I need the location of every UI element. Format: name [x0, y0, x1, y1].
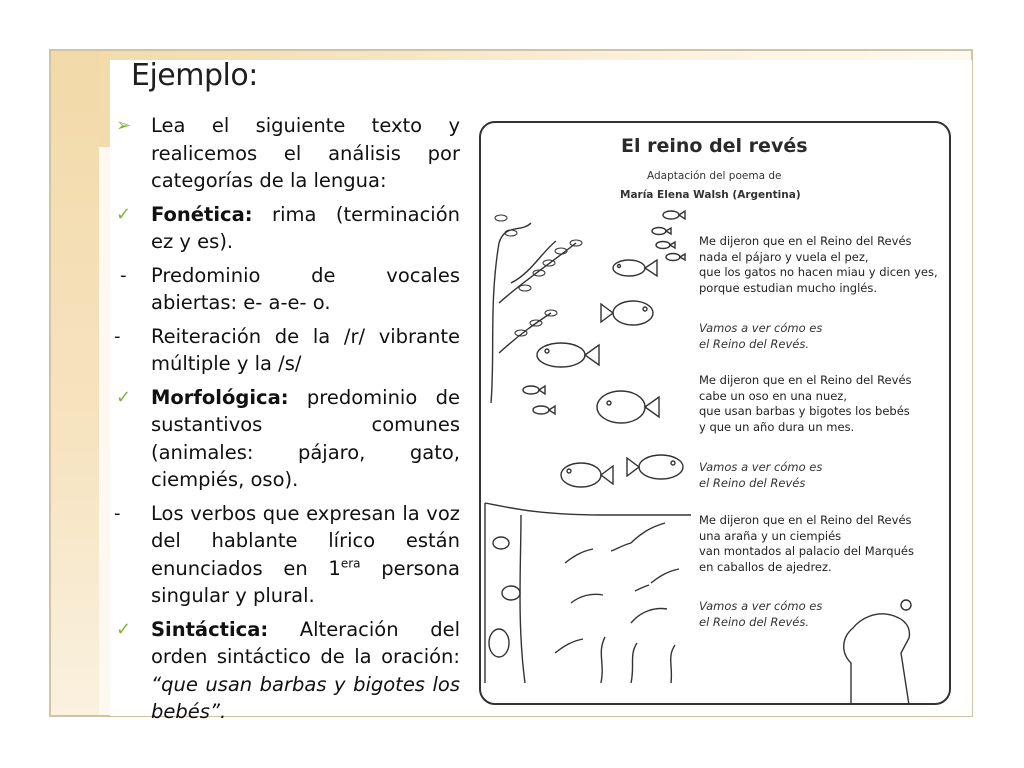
- check-icon: ✓: [116, 386, 132, 408]
- category-label: Morfológica:: [151, 385, 289, 409]
- bullet-text: Reiteración de la /r/ vibrante múltiple y la /s/: [151, 324, 460, 375]
- bullet-item-vocales: [112, 262, 460, 317]
- bullet-item-sintactica: [112, 616, 460, 726]
- slide-title: Ejemplo:: [131, 58, 258, 93]
- poem-line: el Reino del Revés.: [699, 336, 809, 351]
- bullet-item-verbos: [112, 500, 460, 610]
- poem-title: El reino del revés: [621, 135, 808, 157]
- seaweed-branch: [491, 223, 531, 403]
- category-label: Sintáctica:: [151, 617, 269, 641]
- poem-chorus-2: [699, 460, 949, 491]
- bullet-text: Predominio de vocales abiertas: e- a-e- o.: [151, 263, 460, 314]
- bullet-item-reiteracion: [112, 323, 460, 378]
- poem-line: porque estudian mucho inglés.: [699, 280, 878, 295]
- arrow-bullet-icon: ➢: [116, 115, 132, 136]
- poem-chorus-3: [699, 599, 949, 630]
- poem-line: nada el pájaro y vuela el pez,: [699, 249, 869, 264]
- bullet-text: predominio de sustantivos comunes (animales: pájaro, gato, ciempiés, oso).: [151, 385, 460, 491]
- poem-line: Me dijeron que en el Reino del Revés: [699, 373, 912, 387]
- dash-marker: -: [114, 325, 121, 347]
- poem-line: en caballos de ajedrez.: [699, 559, 832, 574]
- bullet-item-fonetica: [112, 201, 460, 256]
- bullet-text-cont: persona singular y plural.: [151, 556, 460, 607]
- poem-line: Me dijeron que en el Reino del Revés: [699, 513, 912, 527]
- poem-card: [479, 121, 951, 705]
- poem-stanza-2: [699, 373, 949, 435]
- poem-line: van montados al palacio del Marqués: [699, 544, 914, 558]
- category-label: Fonética:: [151, 202, 253, 226]
- poem-line: Vamos a ver cómo es: [699, 460, 823, 474]
- bullet-item-intro: [112, 112, 460, 195]
- poem-stanza-3: [699, 513, 949, 575]
- poem-author: María Elena Walsh (Argentina): [620, 189, 801, 201]
- poem-line: cabe un oso en una nuez,: [699, 388, 847, 403]
- dash-marker: -: [120, 264, 127, 286]
- poem-line: que usan barbas y bigotes los bebés: [699, 404, 910, 418]
- poem-line: Vamos a ver cómo es: [699, 321, 823, 335]
- poem-line: el Reino del Revés: [699, 475, 806, 490]
- bullet-list: [112, 112, 460, 732]
- left-band: [51, 51, 99, 715]
- poem-subtitle: Adaptación del poema de: [647, 170, 782, 182]
- check-icon: ✓: [116, 203, 132, 225]
- poem-chorus-1: [699, 321, 949, 352]
- fish-1: [663, 211, 685, 219]
- dash-marker: -: [114, 502, 121, 524]
- bullet-text: Alteración del orden sintáctico de la oración:: [151, 617, 460, 668]
- poem-line: una araña y un ciempiés: [699, 528, 842, 543]
- bullet-text: rima (terminación ez y es).: [151, 202, 460, 253]
- bullet-text: Los verbos que expresan la voz del hablante lírico están enunciados en 1: [151, 501, 460, 580]
- poem-line: que los gatos no hacen miau y dicen yes,: [699, 265, 938, 279]
- check-icon: ✓: [116, 618, 132, 640]
- poem-stanza-1: [699, 234, 949, 296]
- poem-line: Me dijeron que en el Reino del Revés: [699, 234, 912, 248]
- poem-line: y que un año dura un mes.: [699, 419, 855, 434]
- example-quote: “que usan barbas y bigotes los bebés”.: [151, 672, 460, 723]
- poem-line: el Reino del Revés.: [699, 614, 809, 629]
- bullet-item-morfologica: [112, 384, 460, 494]
- poem-line: Vamos a ver cómo es: [699, 599, 823, 613]
- bullet-text: Lea el siguiente texto y realicemos el análisis por categorías de la lengua:: [151, 114, 460, 192]
- superscript: era: [340, 556, 361, 570]
